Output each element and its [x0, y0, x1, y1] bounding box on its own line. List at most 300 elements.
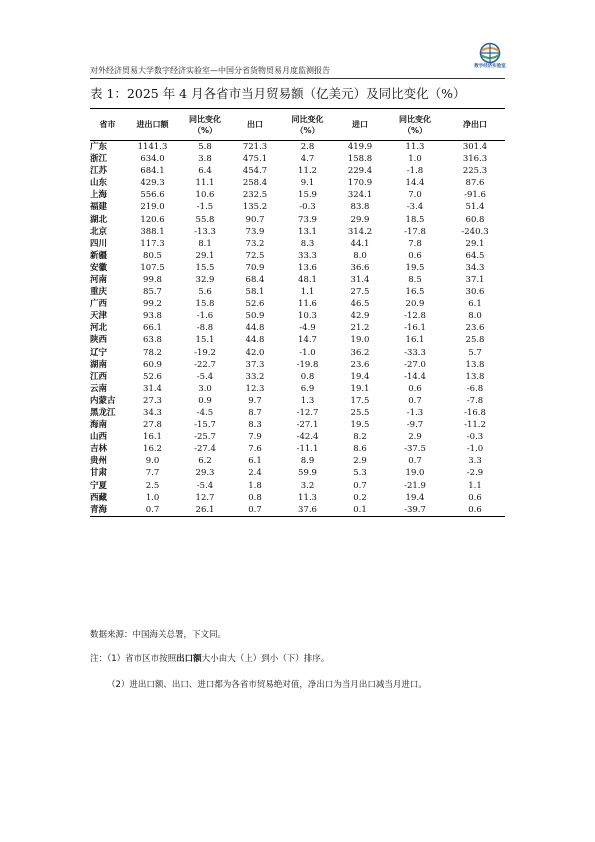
- province-name-cell: 安徽: [90, 262, 108, 273]
- value-cell: 26.1: [180, 504, 230, 517]
- value-cell: 16.1: [405, 335, 425, 346]
- value-cell: 1.0: [145, 492, 160, 503]
- value-cell: 29.9: [350, 214, 370, 225]
- value-cell: 31.4: [143, 383, 162, 394]
- value-cell: -39.7: [385, 504, 445, 517]
- value-cell: -2.9: [466, 468, 484, 479]
- table-row: [90, 165, 505, 177]
- value-cell: -11.1: [296, 444, 319, 455]
- globe-logo-icon: [477, 42, 503, 64]
- value-cell: 6.1: [468, 299, 482, 310]
- value-cell: 1.1: [468, 480, 482, 491]
- value-cell: 48.1: [298, 274, 317, 285]
- value-cell: -4.5: [196, 408, 214, 419]
- province-name-cell: 重庆: [90, 287, 108, 298]
- province-name-cell: 内蒙古: [90, 395, 116, 406]
- value-cell: 73.2: [245, 238, 265, 249]
- province-name-cell: 辽宁: [90, 347, 108, 358]
- value-cell: -1.5: [196, 202, 214, 213]
- value-cell: 0.2: [353, 492, 367, 503]
- table-row: [90, 238, 505, 250]
- value-cell: 634.0: [140, 154, 165, 165]
- table-row: [90, 467, 505, 479]
- value-cell: 44.8: [245, 323, 265, 334]
- value-cell: 68.4: [245, 274, 265, 285]
- column-header: 出口: [230, 109, 280, 141]
- table-row: [90, 322, 505, 334]
- value-cell: 51.4: [465, 202, 485, 213]
- value-cell: 3.8: [198, 154, 212, 165]
- province-name-cell: 河北: [90, 323, 108, 334]
- value-cell: 19.4: [405, 492, 425, 503]
- value-cell: 99.2: [143, 299, 162, 310]
- value-cell: 37.3: [245, 359, 265, 370]
- value-cell: 429.3: [140, 178, 165, 189]
- province-name-cell: 黑龙江: [90, 408, 116, 419]
- province-name-cell: 天津: [90, 311, 108, 322]
- value-cell: 13.8: [465, 359, 485, 370]
- value-cell: -8.8: [196, 323, 214, 334]
- value-cell: -6.8: [466, 383, 484, 394]
- value-cell: 46.5: [350, 299, 370, 310]
- value-cell: 316.3: [462, 154, 488, 165]
- value-cell: 0.8: [300, 371, 315, 382]
- province-name-cell: 河南: [90, 274, 108, 285]
- table-row: [90, 153, 505, 165]
- value-cell: 0.6: [468, 492, 482, 503]
- value-cell: -33.3: [404, 347, 426, 358]
- province-name-cell: 湖南: [90, 359, 108, 370]
- value-cell: 55.8: [195, 214, 215, 225]
- value-cell: 44.8: [245, 335, 265, 346]
- value-cell: 2.5: [145, 480, 160, 491]
- value-cell: 11.6: [298, 299, 317, 310]
- value-cell: 14.4: [405, 178, 425, 189]
- value-cell: 80.5: [143, 250, 162, 261]
- value-cell: 36.6: [350, 262, 370, 273]
- value-cell: 301.4: [462, 142, 488, 152]
- value-cell: -4.9: [299, 323, 316, 334]
- value-cell: 15.8: [195, 299, 215, 310]
- value-cell: 5.3: [353, 468, 367, 479]
- value-cell: 13.8: [465, 371, 485, 382]
- table-row: [90, 480, 505, 492]
- province-name-cell: 广西: [90, 299, 108, 310]
- province-name-cell: 湖北: [90, 214, 108, 225]
- value-cell: 73.9: [298, 214, 317, 225]
- value-cell: 17.5: [350, 395, 370, 406]
- table-row: [90, 347, 505, 359]
- value-cell: 33.2: [245, 371, 265, 382]
- value-cell: -25.7: [194, 432, 216, 443]
- value-cell: 73.9: [245, 226, 265, 237]
- value-cell: 29.3: [195, 468, 215, 479]
- value-cell: -21.9: [404, 480, 426, 491]
- value-cell: -16.8: [464, 408, 486, 419]
- value-cell: 8.3: [248, 420, 262, 431]
- value-cell: -15.7: [194, 420, 216, 431]
- value-cell: 556.6: [140, 190, 165, 201]
- table-header-row: [90, 109, 505, 141]
- value-cell: 7.9: [248, 432, 262, 443]
- value-cell: 388.1: [140, 226, 165, 237]
- value-cell: 0.7: [230, 504, 280, 517]
- value-cell: 0.7: [353, 480, 367, 491]
- value-cell: 9.1: [300, 178, 315, 189]
- value-cell: 2.8: [300, 142, 315, 152]
- value-cell: 20.9: [405, 299, 425, 310]
- table-row: [90, 213, 505, 225]
- province-name-cell: 广东: [90, 142, 108, 152]
- value-cell: -12.8: [404, 311, 426, 322]
- value-cell: -14.4: [404, 371, 426, 382]
- value-cell: 16.2: [143, 444, 162, 455]
- value-cell: -27.0: [404, 359, 426, 370]
- table-row: [90, 443, 505, 455]
- value-cell: 33.3: [298, 250, 317, 261]
- value-cell: 52.6: [143, 371, 162, 382]
- value-cell: 6.1: [248, 456, 262, 467]
- value-cell: 21.2: [350, 323, 370, 334]
- value-cell: 9.0: [145, 456, 160, 467]
- value-cell: 31.4: [350, 274, 370, 285]
- value-cell: -12.7: [296, 408, 319, 419]
- value-cell: 23.6: [465, 323, 485, 334]
- value-cell: 78.2: [143, 347, 162, 358]
- value-cell: 5.6: [198, 287, 212, 298]
- value-cell: 7.7: [145, 468, 160, 479]
- value-cell: -13.3: [194, 226, 216, 237]
- value-cell: 7.8: [408, 238, 422, 249]
- value-cell: 0.6: [408, 383, 422, 394]
- value-cell: -42.4: [296, 432, 319, 443]
- value-cell: 9.7: [248, 395, 262, 406]
- value-cell: 7.6: [248, 444, 262, 455]
- table-row: [90, 262, 505, 274]
- column-header: 同比变化 （%）: [385, 109, 445, 141]
- value-cell: 0.7: [125, 504, 180, 517]
- value-cell: 1.1: [300, 287, 315, 298]
- footnote-1-prefix: 注：（1）省市区市按照: [90, 654, 177, 664]
- value-cell: 6.2: [198, 456, 212, 467]
- header-divider: [90, 78, 505, 79]
- value-cell: 19.5: [405, 262, 425, 273]
- value-cell: 13.6: [298, 262, 317, 273]
- province-name-cell: 新疆: [90, 250, 108, 261]
- value-cell: 87.6: [465, 178, 485, 189]
- value-cell: 8.3: [300, 238, 315, 249]
- value-cell: 0.6: [445, 504, 505, 517]
- value-cell: 14.7: [298, 335, 317, 346]
- footnote-1-suffix: 大小由大（上）到小（下）排序。: [201, 654, 330, 664]
- value-cell: 10.6: [195, 190, 215, 201]
- value-cell: -1.3: [406, 408, 424, 419]
- column-header: 省市: [90, 109, 125, 141]
- table-row: [90, 334, 505, 346]
- province-name-cell: 西藏: [90, 492, 108, 503]
- value-cell: 12.3: [245, 383, 265, 394]
- value-cell: 12.7: [195, 492, 215, 503]
- value-cell: 11.3: [405, 142, 425, 152]
- value-cell: 66.1: [143, 323, 162, 334]
- value-cell: 314.2: [347, 226, 373, 237]
- value-cell: 58.1: [245, 287, 265, 298]
- value-cell: -19.2: [194, 347, 216, 358]
- value-cell: 99.8: [143, 274, 162, 285]
- value-cell: 29.1: [465, 238, 485, 249]
- table-row: [90, 250, 505, 262]
- value-cell: 7.0: [408, 190, 422, 201]
- column-header: 进出口额: [125, 109, 180, 141]
- value-cell: 6.4: [198, 166, 212, 177]
- value-cell: 0.6: [408, 250, 422, 261]
- table-row: [90, 226, 505, 238]
- value-cell: -91.6: [464, 190, 486, 201]
- value-cell: -16.1: [404, 323, 426, 334]
- value-cell: -5.4: [196, 371, 214, 382]
- trade-table: [90, 108, 505, 517]
- value-cell: 8.7: [248, 408, 262, 419]
- table-row: [90, 177, 505, 189]
- value-cell: -240.3: [461, 226, 489, 237]
- value-cell: 16.1: [143, 432, 162, 443]
- table-row: [90, 431, 505, 443]
- table-row: [90, 455, 505, 467]
- value-cell: 27.3: [143, 395, 162, 406]
- value-cell: 10.3: [298, 311, 317, 322]
- value-cell: 15.1: [195, 335, 215, 346]
- table-row: [90, 359, 505, 371]
- province-name-cell: 吉林: [90, 444, 108, 455]
- value-cell: 34.3: [143, 408, 162, 419]
- province-name-cell: 江苏: [90, 166, 108, 177]
- table-row: [90, 492, 505, 504]
- value-cell: 72.5: [245, 250, 265, 261]
- value-cell: 2.9: [353, 456, 367, 467]
- value-cell: 63.8: [143, 335, 162, 346]
- value-cell: -1.0: [299, 347, 316, 358]
- value-cell: 1.3: [300, 395, 315, 406]
- table-row: [90, 407, 505, 419]
- value-cell: 29.1: [195, 250, 215, 261]
- value-cell: 32.9: [195, 274, 215, 285]
- value-cell: -11.2: [464, 420, 486, 431]
- value-cell: 1.8: [248, 480, 262, 491]
- value-cell: 60.8: [465, 214, 485, 225]
- value-cell: 19.0: [350, 335, 370, 346]
- value-cell: 3.3: [468, 456, 482, 467]
- table-body: [90, 141, 505, 517]
- value-cell: 25.5: [350, 408, 370, 419]
- province-name-cell: 甘肃: [90, 468, 108, 479]
- value-cell: 93.8: [143, 311, 162, 322]
- value-cell: 0.7: [408, 456, 422, 467]
- value-cell: 8.1: [198, 238, 212, 249]
- province-name-cell: 山东: [90, 178, 108, 189]
- table-row: [90, 419, 505, 431]
- province-name-cell: 浙江: [90, 154, 108, 165]
- value-cell: 8.6: [353, 444, 367, 455]
- value-cell: 50.9: [245, 311, 265, 322]
- value-cell: 25.8: [465, 335, 485, 346]
- value-cell: 42.9: [350, 311, 370, 322]
- value-cell: 2.4: [248, 468, 262, 479]
- table-row: [90, 274, 505, 286]
- value-cell: 64.5: [465, 250, 485, 261]
- value-cell: 229.4: [347, 166, 373, 177]
- table-row: [90, 371, 505, 383]
- value-cell: -5.4: [196, 480, 214, 491]
- value-cell: 42.0: [245, 347, 265, 358]
- value-cell: 5.7: [468, 347, 482, 358]
- table-row: [90, 504, 505, 517]
- province-name-cell: 上海: [90, 190, 108, 201]
- value-cell: 8.0: [353, 250, 367, 261]
- logo-text: 数字经济实验室: [474, 64, 506, 69]
- table-row: [90, 201, 505, 213]
- value-cell: 85.7: [143, 287, 162, 298]
- lab-logo: [468, 42, 512, 72]
- value-cell: 19.5: [350, 420, 370, 431]
- value-cell: 11.2: [298, 166, 317, 177]
- value-cell: 475.1: [242, 154, 268, 165]
- value-cell: -27.1: [296, 420, 319, 431]
- value-cell: 3.2: [300, 480, 315, 491]
- value-cell: 59.9: [298, 468, 317, 479]
- value-cell: 27.5: [350, 287, 370, 298]
- value-cell: 37.6: [280, 504, 335, 517]
- value-cell: -1.0: [466, 444, 484, 455]
- value-cell: 0.8: [248, 492, 262, 503]
- value-cell: 44.1: [350, 238, 370, 249]
- value-cell: 117.3: [140, 238, 165, 249]
- value-cell: 107.5: [140, 262, 165, 273]
- value-cell: 225.3: [462, 166, 488, 177]
- value-cell: 324.1: [347, 190, 373, 201]
- value-cell: -1.6: [196, 311, 214, 322]
- value-cell: -3.4: [406, 202, 424, 213]
- province-name-cell: 云南: [90, 383, 108, 394]
- value-cell: 30.6: [465, 287, 485, 298]
- value-cell: 1141.3: [137, 142, 168, 152]
- province-name-cell: 陕西: [90, 335, 108, 346]
- value-cell: -17.8: [404, 226, 426, 237]
- value-cell: 219.0: [140, 202, 165, 213]
- province-name-cell: 贵州: [90, 456, 108, 467]
- value-cell: 90.7: [245, 214, 265, 225]
- value-cell: 158.8: [347, 154, 373, 165]
- table-row: [90, 298, 505, 310]
- value-cell: 36.2: [350, 347, 370, 358]
- value-cell: 135.2: [242, 202, 268, 213]
- footnote-1: [90, 652, 505, 666]
- province-name-cell: 青海: [90, 504, 125, 517]
- province-name-cell: 宁夏: [90, 480, 108, 491]
- value-cell: 70.9: [245, 262, 265, 273]
- value-cell: 52.6: [245, 299, 265, 310]
- value-cell: 2.9: [408, 432, 422, 443]
- data-source-note: 数据来源：中国海关总署，下文同。: [90, 630, 227, 640]
- value-cell: 11.1: [195, 178, 215, 189]
- value-cell: -1.8: [406, 166, 424, 177]
- column-header: 进口: [335, 109, 385, 141]
- value-cell: 170.9: [347, 178, 373, 189]
- value-cell: 19.4: [350, 371, 370, 382]
- value-cell: 684.1: [140, 166, 165, 177]
- value-cell: -19.8: [296, 359, 319, 370]
- value-cell: 419.9: [347, 142, 373, 152]
- value-cell: 8.0: [468, 311, 482, 322]
- value-cell: -37.5: [404, 444, 426, 455]
- province-name-cell: 四川: [90, 238, 108, 249]
- value-cell: 16.5: [405, 287, 425, 298]
- table-row: [90, 189, 505, 201]
- province-name-cell: 北京: [90, 226, 108, 237]
- table-row: [90, 383, 505, 395]
- value-cell: 13.1: [298, 226, 317, 237]
- value-cell: 8.2: [353, 432, 367, 443]
- value-cell: 8.9: [300, 456, 315, 467]
- column-header: 同比变化 （%）: [280, 109, 335, 141]
- value-cell: 3.0: [198, 383, 212, 394]
- value-cell: 0.9: [198, 395, 212, 406]
- value-cell: 0.1: [335, 504, 385, 517]
- value-cell: -9.7: [406, 420, 424, 431]
- value-cell: 37.1: [465, 274, 485, 285]
- value-cell: 120.6: [140, 214, 165, 225]
- report-header: 对外经济贸易大学数字经济实验室—中国分省货物贸易月度监测报告: [90, 66, 330, 75]
- value-cell: -0.3: [466, 432, 484, 443]
- table-title: 表 1：2025 年 4 月各省市当月贸易额（亿美元）及同比变化（%）: [90, 86, 466, 101]
- value-cell: 15.9: [298, 190, 317, 201]
- value-cell: 19.1: [350, 383, 370, 394]
- value-cell: 258.4: [242, 178, 268, 189]
- value-cell: 454.7: [242, 166, 268, 177]
- value-cell: 5.8: [198, 142, 212, 152]
- province-name-cell: 山西: [90, 432, 108, 443]
- value-cell: 34.3: [465, 262, 485, 273]
- value-cell: 23.6: [350, 359, 370, 370]
- value-cell: -27.4: [194, 444, 216, 455]
- value-cell: 721.3: [242, 142, 268, 152]
- table-row: [90, 286, 505, 298]
- province-name-cell: 江西: [90, 371, 108, 382]
- footnote-2: （2）进出口额、出口、进口都为各省市贸易绝对值，净出口为当月出口减当月进口。: [107, 680, 427, 690]
- value-cell: 11.3: [298, 492, 317, 503]
- value-cell: 8.5: [408, 274, 422, 285]
- value-cell: 0.7: [408, 395, 422, 406]
- value-cell: 15.5: [195, 262, 215, 273]
- value-cell: 1.0: [408, 154, 422, 165]
- column-header: 净出口: [445, 109, 505, 141]
- value-cell: 83.8: [350, 202, 370, 213]
- value-cell: 60.9: [143, 359, 162, 370]
- value-cell: -22.7: [194, 359, 216, 370]
- value-cell: 232.5: [242, 190, 268, 201]
- value-cell: -7.8: [466, 395, 484, 406]
- table-row: [90, 141, 505, 154]
- value-cell: 19.0: [405, 468, 425, 479]
- province-name-cell: 福建: [90, 202, 108, 213]
- value-cell: -0.3: [299, 202, 316, 213]
- value-cell: 4.7: [300, 154, 315, 165]
- value-cell: 6.9: [300, 383, 315, 394]
- column-header: 同比变化 （%）: [180, 109, 230, 141]
- value-cell: 18.5: [405, 214, 425, 225]
- province-name-cell: 海南: [90, 420, 108, 431]
- value-cell: 27.8: [143, 420, 162, 431]
- table-row: [90, 395, 505, 407]
